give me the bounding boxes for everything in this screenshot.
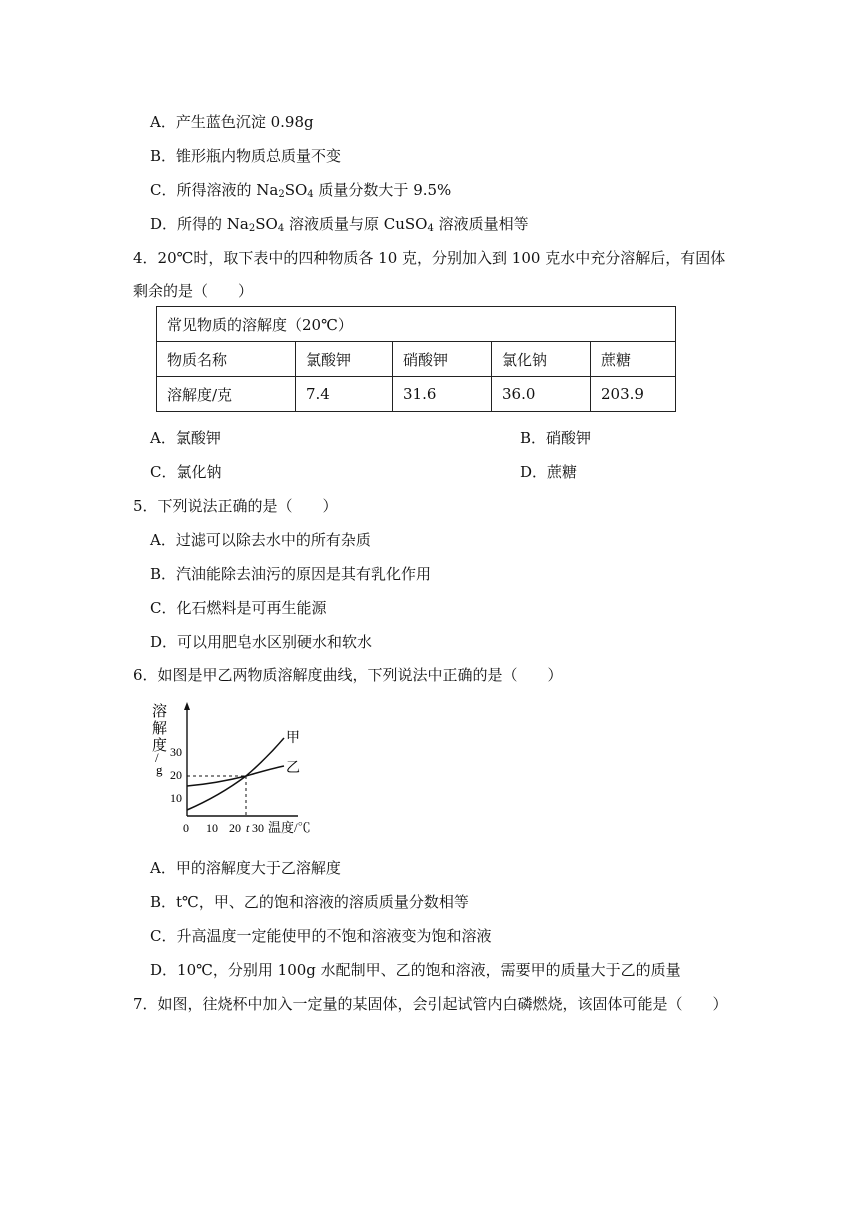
x-tick-label: 0 xyxy=(183,821,189,835)
table-header-cell: 硝酸钾 xyxy=(393,342,492,377)
series-label-yi: 乙 xyxy=(286,761,300,776)
table-cell: 31.6 xyxy=(393,377,492,412)
solubility-curve-graph xyxy=(150,700,330,840)
q7-stem: 7．如图，往烧杯中加入一定量的某固体，会引起试管内白磷燃烧，该固体可能是（ ） xyxy=(133,995,728,1013)
q3-option-b: B．锥形瓶内物质总质量不变 xyxy=(150,147,342,165)
y-axis-arrow xyxy=(184,702,190,710)
table-header-cell: 氯化钠 xyxy=(492,342,591,377)
q6-option-c: C．升高温度一定能使甲的不饱和溶液变为饱和溶液 xyxy=(150,927,492,945)
q4-option-b: B．硝酸钾 xyxy=(520,429,592,447)
table-row xyxy=(157,377,676,412)
table-caption: 常见物质的溶解度（20℃） xyxy=(157,307,676,342)
q4-option-a: A．氯酸钾 xyxy=(150,429,221,447)
table-cell: 36.0 xyxy=(492,377,591,412)
table-header-cell: 氯酸钾 xyxy=(296,342,393,377)
x-tick-label: 30 xyxy=(252,821,264,835)
q5-option-b: B．汽油能除去油污的原因是其有乳化作用 xyxy=(150,565,432,583)
table-cell: 203.9 xyxy=(591,377,676,412)
x-tick-label: 20 xyxy=(229,821,241,835)
y-axis-label-char: g xyxy=(156,762,163,777)
q5-stem: 5．下列说法正确的是（ ） xyxy=(133,497,338,515)
q4-stem-cont: 剩余的是（ ） xyxy=(133,282,254,300)
x-axis-label: 温度/℃ xyxy=(268,820,311,835)
q4-option-c: C．氯化钠 xyxy=(150,463,222,481)
y-axis-label-char: 解 xyxy=(152,721,168,737)
table-cell: 溶解度/克 xyxy=(157,377,296,412)
y-tick-label: 10 xyxy=(170,791,182,805)
q4-stem: 4．20℃时，取下表中的四种物质各 10 克，分别加入到 100 克水中充分溶解后，有固体 xyxy=(133,249,726,267)
table-header-cell: 蔗糖 xyxy=(591,342,676,377)
series-label-jia: 甲 xyxy=(286,731,300,746)
q6-option-a: A．甲的溶解度大于乙溶解度 xyxy=(150,859,341,877)
q5-option-d: D．可以用肥皂水区别硬水和软水 xyxy=(150,633,373,651)
y-tick-label: 30 xyxy=(170,745,182,759)
y-axis-label-char: / xyxy=(155,750,159,765)
x-tick-label: 10 xyxy=(206,821,218,835)
solubility-table xyxy=(156,306,676,412)
table-header-cell: 物质名称 xyxy=(157,342,296,377)
y-axis-label-char: 溶 xyxy=(152,704,168,720)
curve-jia xyxy=(187,738,284,810)
x-tick-label: t xyxy=(246,821,250,835)
q3-option-a: A．产生蓝色沉淀 0.98g xyxy=(150,113,314,131)
q5-option-c: C．化石燃料是可再生能源 xyxy=(150,599,327,617)
q6-option-b: B．t℃，甲、乙的饱和溶液的溶质质量分数相等 xyxy=(150,893,469,911)
y-tick-label: 20 xyxy=(170,768,182,782)
q3-option-c: C．所得溶液的 $Na_2SO_4$ 质量分数大于 9.5% xyxy=(150,181,452,200)
table-cell: 7.4 xyxy=(296,377,393,412)
q5-option-a: A．过滤可以除去水中的所有杂质 xyxy=(150,531,371,549)
q6-stem: 6．如图是甲乙两物质溶解度曲线，下列说法中正确的是（ ） xyxy=(133,666,563,684)
q4-option-d: D．蔗糖 xyxy=(520,463,578,481)
q6-option-d: D．10℃，分别用 100g 水配制甲、乙的饱和溶液，需要甲的质量大于乙的质量 xyxy=(150,961,681,979)
q3-option-d: D．所得的 $Na_2SO_4$ 溶液质量与原 CuSO$_4$ 溶液质量相等 xyxy=(150,215,529,234)
y-axis-label-char: 度 xyxy=(152,738,168,754)
table-header-row xyxy=(157,342,676,377)
